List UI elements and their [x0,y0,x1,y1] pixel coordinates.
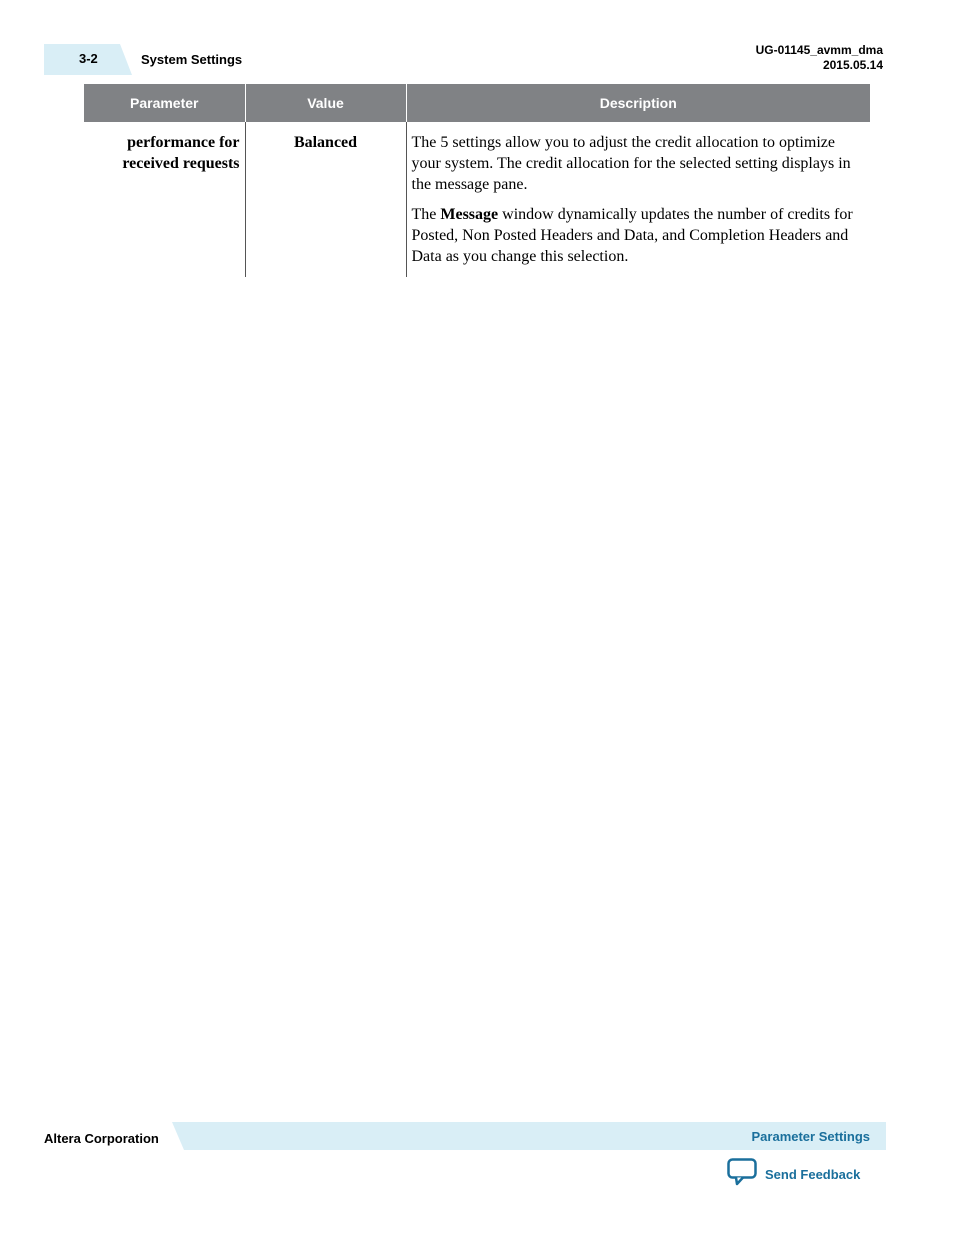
table-row [84,122,870,277]
parameter-name-line2: received requests [122,155,240,172]
send-feedback-button[interactable] [727,1158,860,1191]
footer-company: Altera Corporation [44,1131,159,1146]
section-title: System Settings [141,52,243,67]
description-paragraph-2 [412,204,866,267]
speech-bubble-icon [727,1158,757,1191]
table-header-row [84,84,870,122]
parameter-table [84,84,870,277]
document-id: UG-01145_avmm_dma [755,43,883,57]
parameter-cell [84,122,245,277]
column-header-description: Description [406,84,870,122]
desc-p2-suffix: window dynamically updates the number of credits for Posted, Non Posted Headers and Data, and Completion Headers and Data as you change this selection. [411,206,853,265]
description-paragraph-1: The 5 settings allow you to adjust the credit allocation to optimize your system. The credit allocation for the selected setting displays in the message pane. [411,134,851,193]
value-cell: Balanced [245,122,406,277]
document-date: 2015.05.14 [822,58,883,72]
footer-parameter-settings-link[interactable]: Parameter Settings [751,1129,870,1144]
column-header-value: Value [245,84,406,122]
parameter-name-line1: performance for [127,134,240,151]
desc-p2-prefix: The [411,206,441,223]
page-number: 3-2 [79,51,98,66]
column-header-parameter: Parameter [84,84,245,122]
description-cell [406,122,870,277]
send-feedback-label: Send Feedback [765,1167,861,1182]
desc-p2-bold-term: Message [440,206,499,223]
